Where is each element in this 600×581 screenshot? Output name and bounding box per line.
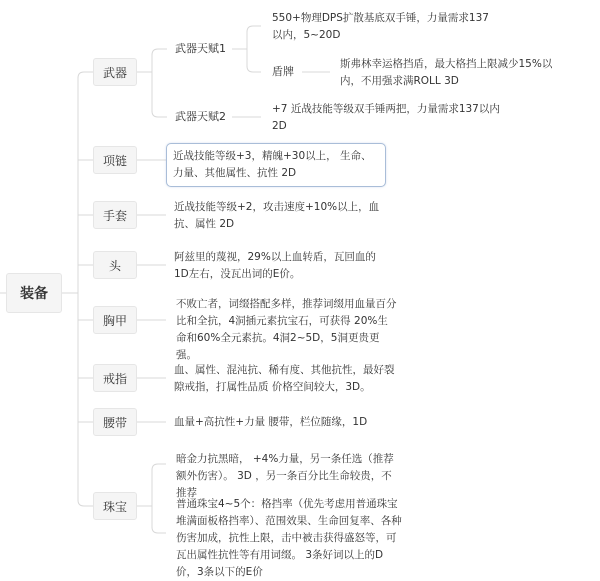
root-node-equipment[interactable] [6,273,62,313]
leaf-jewel-unique[interactable]: 暗金力抗黑暗， +4%力量，另一条任选（推荐额外伤害）。 3D ，另一条百分比生命较贵，不推荐 [176,453,394,499]
node-label: 腰带 [102,415,127,430]
node-weapon[interactable] [93,58,137,86]
node-label: 武器 [102,65,127,80]
node-head[interactable] [93,251,137,279]
leaf-ring[interactable]: 血、属性、混沌抗、稀有度、其他抗性，最好裂隙戒指，打属性品质 价格空间较大，3D。 [174,364,395,393]
node-weapon-talent-2[interactable]: 武器天赋2 [175,110,226,123]
node-jewel[interactable] [93,492,137,520]
leaf-shield[interactable]: 斯弗林幸运格挡盾，最大格挡上限减少15%以内，不用强求满ROLL 3D [340,58,553,87]
node-label: 戒指 [102,371,127,386]
leaf-chest[interactable]: 不败亡者，词缀搭配多样，推荐词缀用血量百分比和全抗，4洞插元素抗宝石，可获得 20%生命和60%全元素抗。4洞2~5D，5洞更贵更强。 [176,298,397,361]
leaf-talent2-hammer[interactable]: +7 近战技能等级双手锤两把，力量需求137以内 2D [272,103,500,132]
leaf-necklace-selected[interactable]: 近战技能等级+3，精魄+30以上， 生命、力量、其他属性、抗性 2D [166,143,386,187]
leaf-head[interactable]: 阿兹里的蔑视，29%以上血转盾，瓦回血的1D左右，没瓦出词的E价。 [174,251,376,280]
node-label: 手套 [102,208,127,223]
node-label: 头 [108,258,121,273]
node-label: 珠宝 [102,499,127,514]
leaf-talent1-hammer[interactable]: 550+物理DPS扩散基底双手锤，力量需求137以内，5~20D [272,12,489,41]
root-label: 装备 [20,286,48,302]
node-gloves[interactable] [93,201,137,229]
node-belt[interactable] [93,408,137,436]
leaf-gloves[interactable]: 近战技能等级+2，攻击速度+10%以上，血抗、属性 2D [174,201,380,230]
node-label: 胸甲 [102,313,127,328]
node-shield[interactable]: 盾牌 [272,65,294,78]
node-label: 项链 [102,153,127,168]
node-weapon-talent-1[interactable]: 武器天赋1 [175,42,226,55]
leaf-belt[interactable]: 血量+高抗性+力量 腰带，栏位随缘，1D [174,416,368,428]
node-chest[interactable] [93,306,137,334]
node-ring[interactable] [93,364,137,392]
node-necklace[interactable] [93,146,137,174]
leaf-jewel-normal[interactable]: 普通珠宝4~5个：格挡率（优先考虑用普通珠宝堆满面板格挡率）、范围效果、生命回复率、各种伤害加成，抗性上限，击中被击获得盛怒等，可瓦出属性抗性等有用词缀。 3条好词以上的D价，3条以下的E价 [176,498,402,578]
